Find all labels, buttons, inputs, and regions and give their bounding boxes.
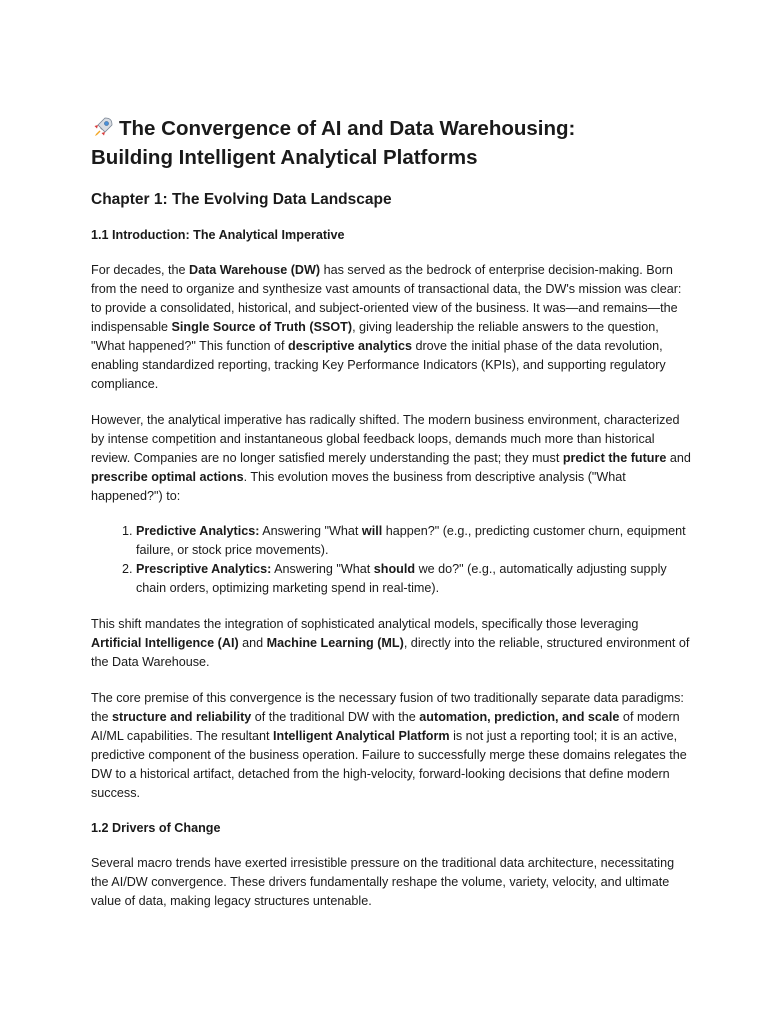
bold-term: prescribe optimal actions xyxy=(91,470,244,484)
list-item xyxy=(136,522,691,560)
paragraph-3 xyxy=(91,615,691,672)
text-run: Answering "What xyxy=(259,524,362,538)
list-item-label: Prescriptive Analytics: xyxy=(136,562,272,576)
text-run: However, the analytical imperative has radically shifted. The modern business environment, characterized by intense competition and instantaneous global feedback loops, demands much more than historical review. Companies are no longer satisfied merely understanding the past; they must xyxy=(91,413,680,465)
rocket-icon xyxy=(91,115,115,139)
text-run: and xyxy=(238,636,267,650)
text-run: Answering "What xyxy=(271,562,374,576)
title-text-1: The Convergence of AI and Data Warehousing: xyxy=(119,117,576,140)
text-run: This shift mandates the integration of sophisticated analytical models, specifically those leveraging xyxy=(91,617,639,631)
bold-term: Data Warehouse (DW) xyxy=(189,263,321,277)
paragraph-2 xyxy=(91,411,691,506)
paragraph-1 xyxy=(91,261,691,394)
text-run: is not just a reporting tool; it is an active, predictive component of the business operation. Failure to successfully merge these domains relegates the DW to a historical artifact, detached from the high-velocity, forward-looking decisions that define modern success. xyxy=(91,729,687,800)
text-run: , directly into the reliable, structured environment of the Data Warehouse. xyxy=(91,636,690,669)
text-run: drove the initial phase of the data revolution, enabling standardized reporting, tracking Key Performance Indicators (KPIs), and supporting regulatory compliance. xyxy=(91,339,666,391)
text-run: The core premise of this convergence is the necessary fusion of two traditionally separate data paradigms: the xyxy=(91,691,684,724)
list-item-label: Predictive Analytics: xyxy=(136,524,260,538)
paragraph-4 xyxy=(91,689,691,803)
bold-term: Artificial Intelligence (AI) xyxy=(91,636,239,650)
analytics-list xyxy=(91,522,691,598)
bold-term: automation, prediction, and scale xyxy=(419,710,620,724)
bold-term: will xyxy=(361,524,383,538)
document-body xyxy=(91,114,691,911)
page-title xyxy=(91,114,691,172)
text-run: For decades, the xyxy=(91,263,190,277)
text-run: happen?" (e.g., predicting customer churn, equipment failure, or stock price movements). xyxy=(136,524,686,557)
list-item xyxy=(136,560,691,598)
text-run: . This evolution moves the business from descriptive analysis ("What happened?") to: xyxy=(91,470,626,503)
chapter-heading: Chapter 1: The Evolving Data Landscape xyxy=(91,191,392,208)
text-run: , giving leadership the reliable answers to the question, "What happened?" This function of xyxy=(91,320,659,353)
section-heading-1-1: 1.1 Introduction: The Analytical Imperative xyxy=(91,228,345,242)
bold-term: descriptive analytics xyxy=(288,339,412,353)
text-run: we do?" (e.g., automatically adjusting supply chain orders, optimizing marketing spend in real-time). xyxy=(136,562,667,595)
title-line-2: Building Intelligent Analytical Platforms xyxy=(91,146,478,169)
section-heading-1-2: 1.2 Drivers of Change xyxy=(91,821,221,835)
bold-term: predict the future xyxy=(562,451,667,465)
title-line-1 xyxy=(91,114,691,143)
bold-term: structure and reliability xyxy=(112,710,252,724)
bold-term: Single Source of Truth (SSOT) xyxy=(171,320,353,334)
text-run: has served as the bedrock of enterprise decision-making. Born from the need to organize and synthesize vast amounts of transactional data, the DW's mission was clear: to provide a consolidated, historical, and subject-oriented view of the business. It was—and remains—the indispensable xyxy=(91,263,682,334)
text-run: of modern AI/ML capabilities. The resultant xyxy=(91,710,680,743)
paragraph-5: Several macro trends have exerted irresistible pressure on the traditional data architecture, necessitating the AI/DW convergence. These drivers fundamentally reshape the volume, variety, velocity, and ultimate value of data, making legacy structures untenable. xyxy=(91,856,675,908)
bold-term: should xyxy=(373,562,416,576)
text-run: of the traditional DW with the xyxy=(251,710,420,724)
text-run: and xyxy=(666,451,691,465)
bold-term: Intelligent Analytical Platform xyxy=(273,729,450,743)
bold-term: Machine Learning (ML) xyxy=(266,636,404,650)
